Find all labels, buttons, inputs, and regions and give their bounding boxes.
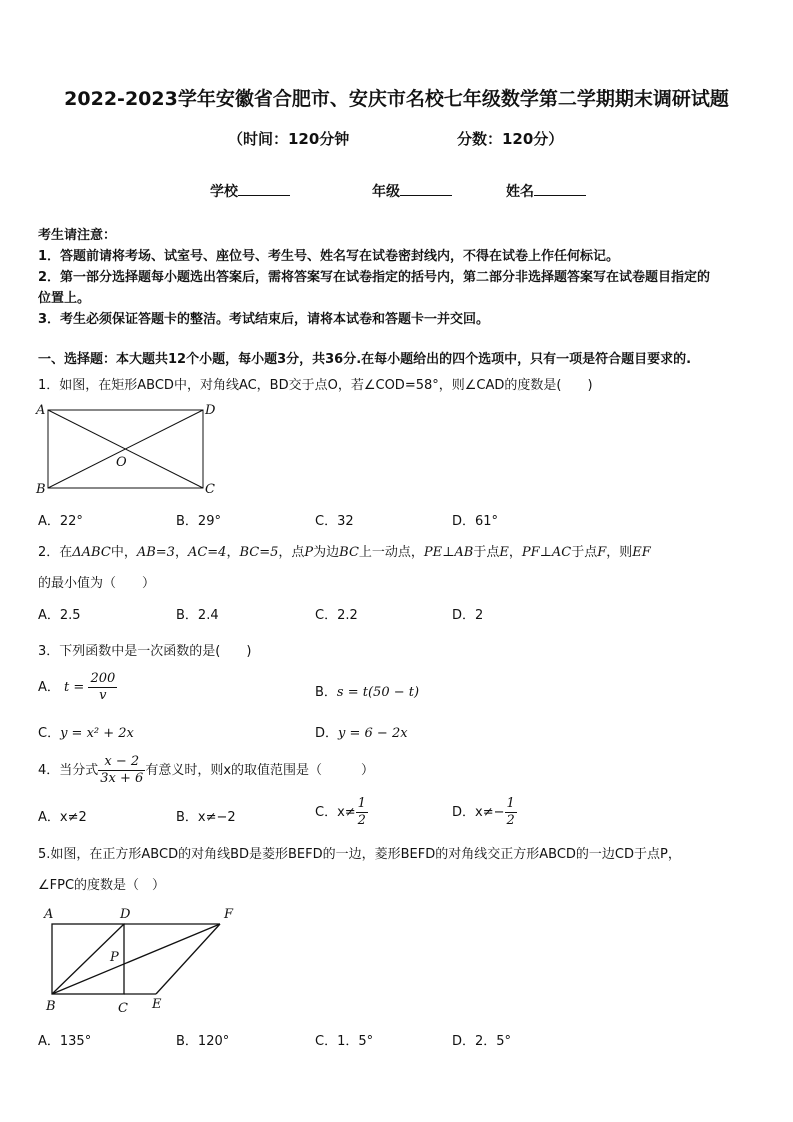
q3-option-label: A． xyxy=(38,680,60,695)
notice-item: 位置上。 xyxy=(38,291,91,306)
q4-option-c[interactable] xyxy=(315,796,368,829)
q5-square-rhombus-figure xyxy=(38,902,248,1018)
name-field xyxy=(506,181,586,201)
q3-option-d[interactable] xyxy=(315,722,408,741)
q1-label-o: O xyxy=(116,455,127,470)
q1-label-a: A xyxy=(36,403,46,418)
q2-math: AC=4 xyxy=(187,545,227,560)
q4-fraction xyxy=(98,754,145,787)
q2-math: BC xyxy=(339,545,359,560)
school-label: 学校 xyxy=(210,184,238,200)
q4-stem xyxy=(38,754,374,787)
q2-math: EF xyxy=(632,545,651,560)
q5-label-f: F xyxy=(224,907,234,922)
school-field xyxy=(210,181,290,201)
q2-math: BC=5 xyxy=(239,545,279,560)
q3-math: y = 6 − 2x xyxy=(338,726,408,741)
q4-option-a[interactable]: A．x≠2 xyxy=(38,810,87,825)
q2-text: 为边 xyxy=(313,545,340,560)
section-heading: 一、选择题：本大题共12个小题，每小题3分，共36分.在每小题给出的四个选项中，只有一项是符合题目要求的. xyxy=(38,352,692,367)
q5-label-d: D xyxy=(120,907,131,922)
q2-option-a[interactable]: A．2.5 xyxy=(38,608,81,623)
notice-item: 2．第一部分选择题每小题选出答案后，需将答案写在试卷指定的括号内，第二部分非选择题答案写在试卷题目指定的 xyxy=(38,270,711,285)
q5-label-b: B xyxy=(46,999,56,1014)
q1-label-d: D xyxy=(205,403,216,418)
q4-option-label: D．x≠− xyxy=(452,805,505,820)
school-blank xyxy=(238,183,290,196)
q5-option-c[interactable]: C．1．5° xyxy=(315,1034,374,1049)
q5-label-a: A xyxy=(44,907,54,922)
q5-side-fe xyxy=(156,924,220,994)
q5-label-p: P xyxy=(110,950,119,965)
q4-option-label: C．x≠ xyxy=(315,805,356,820)
q3-math: s = t(50 − t) xyxy=(336,685,420,700)
q4-fraction xyxy=(505,796,517,829)
grade-blank xyxy=(400,183,452,196)
name-label: 姓名 xyxy=(506,184,534,200)
q2-option-d[interactable]: D．2 xyxy=(452,608,484,623)
q5-option-a[interactable]: A．135° xyxy=(38,1034,92,1049)
q5-diagonal-bf xyxy=(52,924,220,994)
exam-score: 分数：120分） xyxy=(457,130,564,148)
q2-text: 于点 xyxy=(473,545,500,560)
q4-text: 4．当分式 xyxy=(38,763,99,778)
q1-option-b[interactable]: B．29° xyxy=(176,514,221,529)
q5-stem-line2: ∠FPC的度数是（ ） xyxy=(38,878,166,893)
q1-stem: 1．如图，在矩形ABCD中，对角线AC，BD交于点O，若∠COD=58°，则∠CAD的度数是( ) xyxy=(38,378,593,393)
q5-option-d[interactable]: D．2．5° xyxy=(452,1034,512,1049)
q1-label-b: B xyxy=(36,482,46,497)
q3-option-label: C． xyxy=(38,726,61,741)
q2-math: P xyxy=(304,545,314,560)
q3-frac-num: 200 xyxy=(90,671,116,686)
q4-frac-num: 1 xyxy=(506,796,515,811)
q2-math: AB=3 xyxy=(136,545,175,560)
q2-text: 于点 xyxy=(571,545,598,560)
q3-frac-den: v xyxy=(99,688,107,703)
q2-text: 2．在 xyxy=(38,545,73,560)
q4-frac-den: 2 xyxy=(357,813,366,828)
notice-heading: 考生请注意： xyxy=(38,228,117,243)
q2-text: 中， xyxy=(110,545,137,560)
q4-text: 有意义时，则x的取值范围是（ ） xyxy=(145,763,375,778)
q4-option-b[interactable]: B．x≠−2 xyxy=(176,810,236,825)
q5-label-c: C xyxy=(118,1001,128,1016)
q4-frac-den: 2 xyxy=(506,813,515,828)
q3-stem: 3．下列函数中是一次函数的是( ) xyxy=(38,644,252,659)
q3-math: t = xyxy=(64,680,85,695)
name-blank xyxy=(534,183,586,196)
q4-fraction xyxy=(356,796,368,829)
q4-frac-den: 3x + 6 xyxy=(100,771,144,786)
q2-math: PE⊥AB xyxy=(423,545,474,560)
exam-time: （时间：120分钟 xyxy=(228,130,350,148)
q2-stem xyxy=(38,541,651,560)
q2-text: ，点 xyxy=(278,545,305,560)
page-title: 2022-2023学年安徽省合肥市、安庆市名校七年级数学第二学期期末调研试题 xyxy=(64,88,729,110)
q3-option-c[interactable] xyxy=(38,722,134,741)
q5-stem: 5.如图，在正方形ABCD的对角线BD是菱形BEFD的一边，菱形BEFD的对角线交正方形ABCD的一边CD于点P， xyxy=(38,847,681,862)
q2-math: ΔABC xyxy=(72,545,111,560)
q1-rectangle-figure xyxy=(34,400,224,498)
q2-math: PF⊥AC xyxy=(521,545,572,560)
q2-text: ， xyxy=(508,545,522,560)
q2-stem-line2: 的最小值为（ ） xyxy=(38,576,156,591)
q3-option-label: D． xyxy=(315,726,339,741)
q2-math: F xyxy=(597,545,607,560)
grade-field xyxy=(372,181,452,201)
q4-option-d[interactable] xyxy=(452,796,517,829)
q2-text: 上一动点， xyxy=(358,545,424,560)
notice-item: 1．答题前请将考场、试室号、座位号、考生号、姓名写在试卷密封线内，不得在试卷上作任何标记。 xyxy=(38,249,620,264)
grade-label: 年级 xyxy=(372,184,400,200)
q2-text: ， xyxy=(174,545,188,560)
q3-option-a[interactable] xyxy=(38,671,117,704)
q2-option-b[interactable]: B．2.4 xyxy=(176,608,219,623)
q5-label-e: E xyxy=(152,997,162,1012)
q3-option-b[interactable] xyxy=(315,681,419,700)
q2-text: ， xyxy=(226,545,240,560)
q1-option-a[interactable]: A．22° xyxy=(38,514,83,529)
q3-math: y = x² + 2x xyxy=(60,726,134,741)
q4-frac-num: 1 xyxy=(357,796,366,811)
q1-label-c: C xyxy=(205,482,215,497)
q2-math: E xyxy=(499,545,509,560)
q2-text: ，则 xyxy=(606,545,633,560)
q3-option-label: B． xyxy=(315,685,337,700)
q4-frac-num: x − 2 xyxy=(98,754,145,771)
q2-option-c[interactable]: C．2.2 xyxy=(315,608,358,623)
q1-option-c[interactable]: C．32 xyxy=(315,514,354,529)
q1-option-d[interactable]: D．61° xyxy=(452,514,499,529)
q5-option-b[interactable]: B．120° xyxy=(176,1034,230,1049)
notice-item: 3．考生必须保证答题卡的整洁。考试结束后，请将本试卷和答题卡一并交回。 xyxy=(38,312,490,327)
q3-fraction xyxy=(88,671,117,704)
